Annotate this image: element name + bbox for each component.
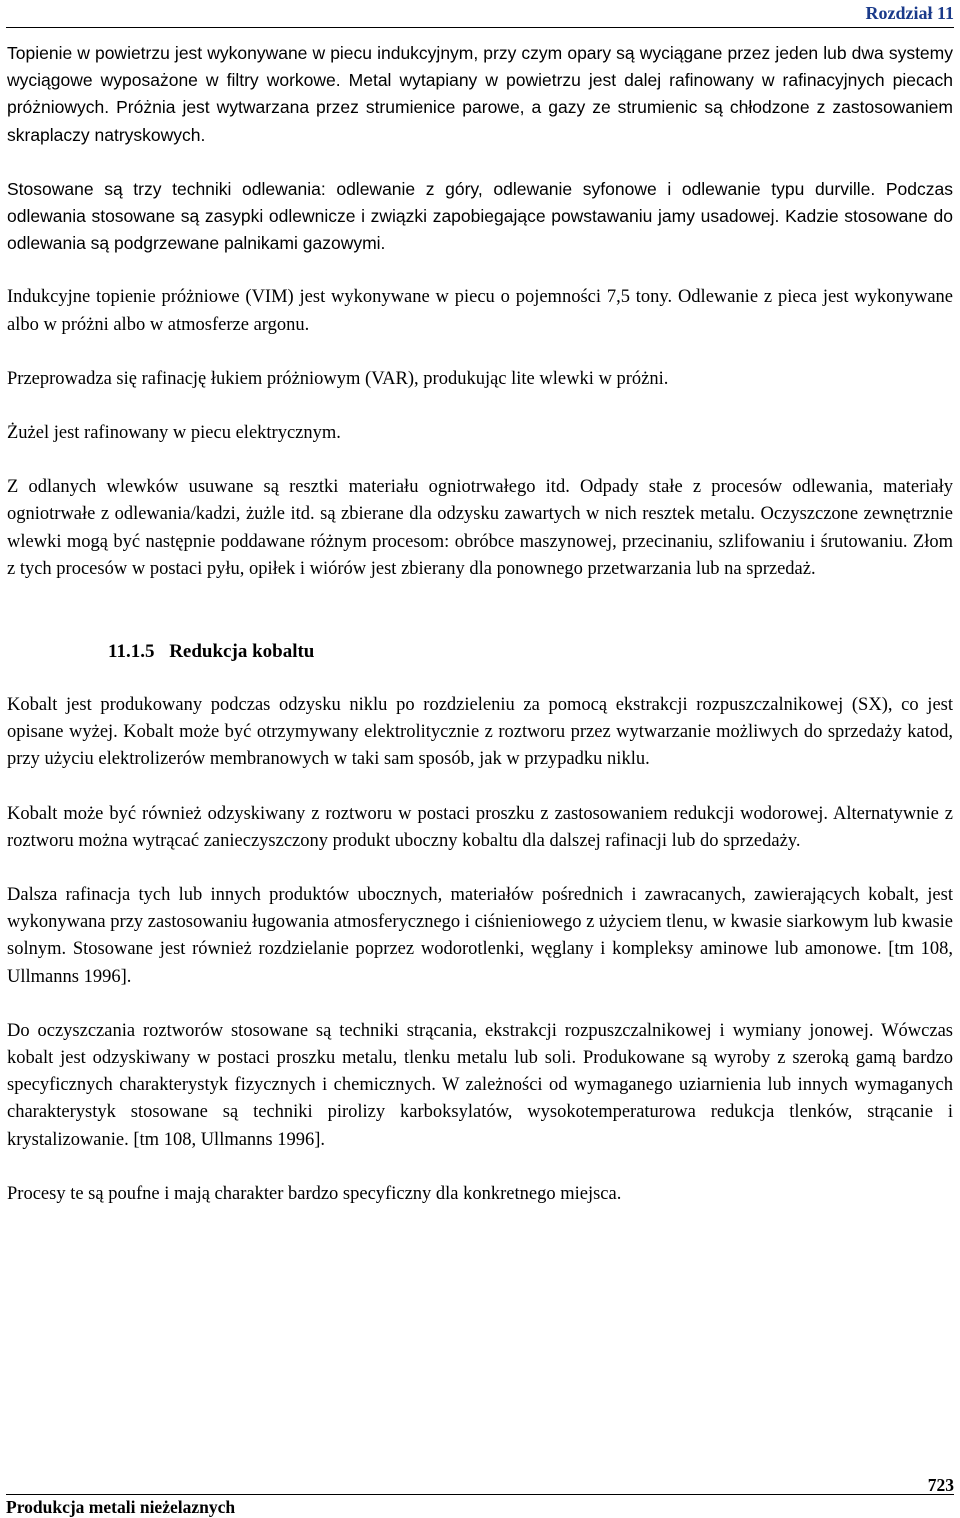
page-footer (6, 1475, 954, 1517)
paragraph-cobalt-production: Kobalt jest produkowany podczas odzysku niklu po rozdzieleniu za pomocą ekstrakcji rozpuszczalnikowej (SX), co jest opisane wyżej. Kobalt może być otrzymywany elektrolitycznie z roztworu przez wytwarzanie możliwych do sprzedaży katod, przy użyciu elektrolizerów membranowych w taki sam sposób, jak w przypadku niklu. (7, 695, 953, 770)
body-text (7, 40, 953, 1208)
section-title: Redukcja kobaltu (169, 641, 315, 663)
paragraph-confidential: Procesy te są poufne i mają charakter bardzo specyficzny dla konkretnego miejsca. (7, 1183, 622, 1204)
paragraph-purification: Do oczyszczania roztworów stosowane są techniki strącania, ekstrakcji rozpuszczalnikowej i wymiany jonowej. Wówczas kobalt jest odzyskiwany w postaci proszku metalu, tlenku metalu lub soli. Produkowane są wyroby z szeroką gamą bardzo specyficznych charakterystyk fizycznych i chemicznych. W zależności od wymaganego uziarnienia lub innych wymaganych charakterystyk stosowane są techniki pirolizy karboksylatów, wysokotemperaturowa redukcja tlenków, strącanie i krystalizowanie. [tm 108, Ullmanns 1996]. (7, 1020, 953, 1150)
chapter-label: Rozdział 11 (865, 3, 954, 23)
paragraph-slag: Żużel jest rafinowany w piecu elektrycznym. (7, 423, 341, 444)
paragraph-melting: Topienie w powietrzu jest wykonywane w piecu indukcyjnym, przy czym opary są wyciągane przez jeden lub dwa systemy wyciągowe wyposażone w filtry workowe. Metal wytapiany w powietrzu jest dalej rafinowany w rafinacyjnych piecach próżniowych. Próżnia jest wytwarzana przez strumienice parowe, a gazy ze strumienic są chłodzone z zastosowaniem skraplaczy natryskowych. (7, 43, 953, 145)
paragraph-further-refining: Dalsza rafinacja tych lub innych produktów ubocznych, materiałów pośrednich i zawracanych, zawierających kobalt, jest wykonywana przy zastosowaniu ługowania atmosferycznego i ciśnieniowego z użyciem tlenu, w kwasie siarkowym lub kwasie solnym. Stosowane jest również rozdzielanie poprzez wodorotlenki, węglany i kompleksy aminowe lub amonowe. [tm 108, Ullmanns 1996]. (7, 885, 953, 987)
paragraph-ingots: Z odlanych wlewków usuwane są resztki materiału ogniotrwałego itd. Odpady stałe z procesów odlewania, materiały ogniotrwałe z odlewania/kadzi, żużle itd. są zbierane dla odzysku zawartych w nich resztek metalu. Oczyszczone zewnętrznie wlewki mogą być następnie poddawane różnym procesom: obróbce maszynowej, przecinaniu, szlifowaniu i śrutowaniu. Złom z tych procesów w postaci pyłu, opiłek i wiórów jest zbierany dla ponownego przetwarzania lub na sprzedaż. (7, 477, 953, 579)
page-number: 723 (927, 1475, 954, 1495)
section-number: 11.1.5 (108, 641, 155, 663)
paragraph-var: Przeprowadza się rafinację łukiem próżniowym (VAR), produkując lite wlewki w próżni. (7, 368, 669, 389)
paragraph-cobalt-powder: Kobalt może być również odzyskiwany z roztworu w postaci proszku z zastosowaniem redukcji wodorowej. Alternatywnie z roztworu można wytrącać zanieczyszczony produkt uboczny kobaltu dla dalszej rafinacji lub do sprzedaży. (7, 803, 953, 851)
page-header (6, 3, 954, 28)
paragraph-casting: Stosowane są trzy techniki odlewania: odlewanie z góry, odlewanie syfonowe i odlewanie typu durville. Podczas odlewania stosowane są zasypki odlewnicze i związki zapobiegające powstawaniu jamy usadowej. Kadzie stosowane do odlewania są podgrzewane palnikami gazowymi. (7, 178, 953, 254)
section-heading (7, 638, 953, 665)
footer-title: Produkcja metali nieżelaznych (6, 1497, 236, 1517)
paragraph-vim: Indukcyjne topienie próżniowe (VIM) jest wykonywane w piecu o pojemności 7,5 tony. Odlewanie z pieca jest wykonywane albo w próżni albo w atmosferze argonu. (7, 287, 953, 335)
